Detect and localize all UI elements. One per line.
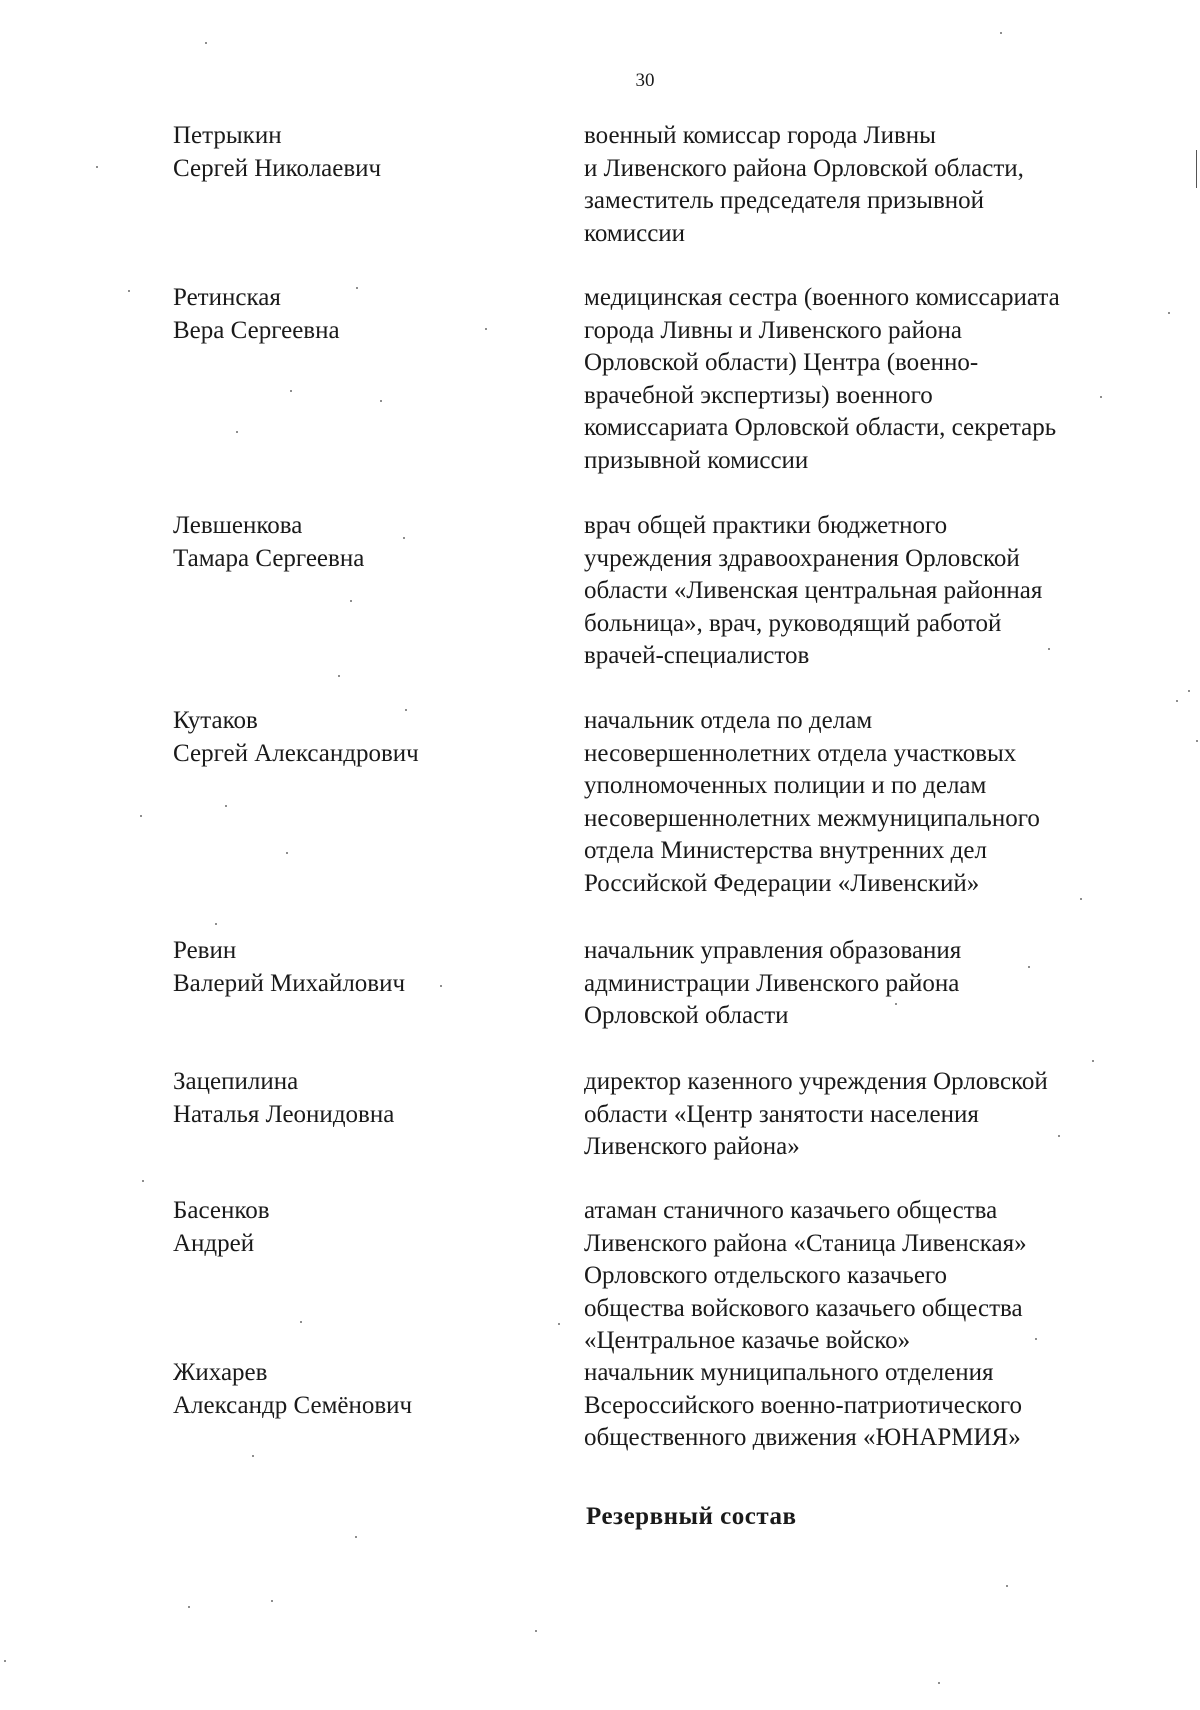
role-line: администрации Ливенского района bbox=[584, 969, 960, 997]
member-surname: Кутаков bbox=[173, 707, 258, 734]
role-line: начальник муниципального отделения bbox=[584, 1359, 994, 1386]
member-surname: Левшенкова bbox=[173, 512, 303, 539]
role-line: Орловской области bbox=[584, 1002, 789, 1029]
role-line: призывной комиссии bbox=[584, 446, 809, 474]
member-surname: Зацепилина bbox=[173, 1068, 299, 1095]
role-line: Всероссийского военно-патриотического bbox=[584, 1391, 1023, 1419]
role-line: комиссариата Орловской области, секретарь bbox=[584, 414, 1057, 441]
role-line: Орловского отдельского казачьего bbox=[584, 1262, 948, 1289]
member-given-name: Вера Сергеевна bbox=[173, 316, 340, 344]
role-line: комиссии bbox=[584, 219, 686, 247]
role-line: несовершеннолетних межмуниципального bbox=[584, 804, 1040, 832]
member-role bbox=[584, 935, 1144, 1033]
member-name bbox=[173, 1195, 553, 1260]
member-role bbox=[584, 282, 1144, 477]
member-role bbox=[584, 705, 1144, 900]
member-name bbox=[173, 282, 553, 347]
role-line: области «Ливенская центральная районная bbox=[584, 577, 1043, 604]
member-surname: Басенков bbox=[173, 1197, 270, 1224]
member-role bbox=[584, 510, 1144, 673]
reserve-section-heading: Резервный состав bbox=[586, 1503, 797, 1530]
role-line: медицинская сестра (военного комиссариата bbox=[584, 284, 1060, 311]
role-line: несовершеннолетних отдела участковых bbox=[584, 739, 1017, 767]
role-line: врачей-специалистов bbox=[584, 642, 810, 669]
member-surname: Ревин bbox=[173, 937, 237, 964]
member-name bbox=[173, 1357, 553, 1422]
role-line: больница», врач, руководящий работой bbox=[584, 609, 1002, 637]
member-given-name: Валерий Михайлович bbox=[173, 969, 406, 997]
role-line: Ливенского района «Станица Ливенская» bbox=[584, 1229, 1027, 1257]
role-line: области «Центр занятости населения bbox=[584, 1100, 979, 1128]
role-line: уполномоченных полиции и по делам bbox=[584, 772, 987, 799]
member-given-name: Александр Семёнович bbox=[173, 1391, 413, 1419]
role-line: начальник отдела по делам bbox=[584, 707, 873, 734]
member-name bbox=[173, 510, 553, 575]
member-name bbox=[173, 935, 553, 1000]
member-role bbox=[584, 120, 1144, 250]
role-line: атаман станичного казачьего общества bbox=[584, 1197, 998, 1224]
role-line: Российской Федерации «Ливенский» bbox=[584, 869, 980, 897]
member-surname: Жихарев bbox=[173, 1359, 268, 1386]
member-surname: Ретинская bbox=[173, 284, 281, 311]
role-line: общественного движения «ЮНАРМИЯ» bbox=[584, 1424, 1021, 1451]
role-line: директор казенного учреждения Орловской bbox=[584, 1068, 1048, 1095]
member-role bbox=[584, 1066, 1144, 1164]
member-given-name: Тамара Сергеевна bbox=[173, 544, 365, 572]
role-line: заместитель председателя призывной bbox=[584, 187, 984, 214]
role-line: Ливенского района» bbox=[584, 1133, 800, 1160]
role-line: учреждения здравоохранения Орловской bbox=[584, 544, 1020, 572]
member-role bbox=[584, 1357, 1144, 1455]
member-role bbox=[584, 1195, 1144, 1358]
role-line: города Ливны и Ливенского района bbox=[584, 316, 962, 344]
role-line: и Ливенского района Орловской области, bbox=[584, 154, 1024, 182]
role-line: военный комиссар города Ливны bbox=[584, 122, 936, 149]
member-name bbox=[173, 120, 553, 185]
role-line: начальник управления образования bbox=[584, 937, 962, 964]
member-name bbox=[173, 705, 553, 770]
role-line: Орловской области) Центра (военно- bbox=[584, 349, 979, 376]
member-name bbox=[173, 1066, 553, 1131]
member-given-name: Сергей Николаевич bbox=[173, 154, 382, 182]
role-line: общества войскового казачьего общества bbox=[584, 1294, 1023, 1322]
member-given-name: Андрей bbox=[173, 1229, 255, 1257]
member-surname: Петрыкин bbox=[173, 122, 282, 149]
member-given-name: Сергей Александрович bbox=[173, 739, 419, 767]
role-line: отдела Министерства внутренних дел bbox=[584, 837, 987, 864]
role-line: врачебной экспертизы) военного bbox=[584, 381, 933, 409]
role-line: «Центральное казачье войско» bbox=[584, 1327, 911, 1354]
member-given-name: Наталья Леонидовна bbox=[173, 1100, 395, 1128]
page-number: 30 bbox=[635, 70, 655, 91]
role-line: врач общей практики бюджетного bbox=[584, 512, 948, 539]
